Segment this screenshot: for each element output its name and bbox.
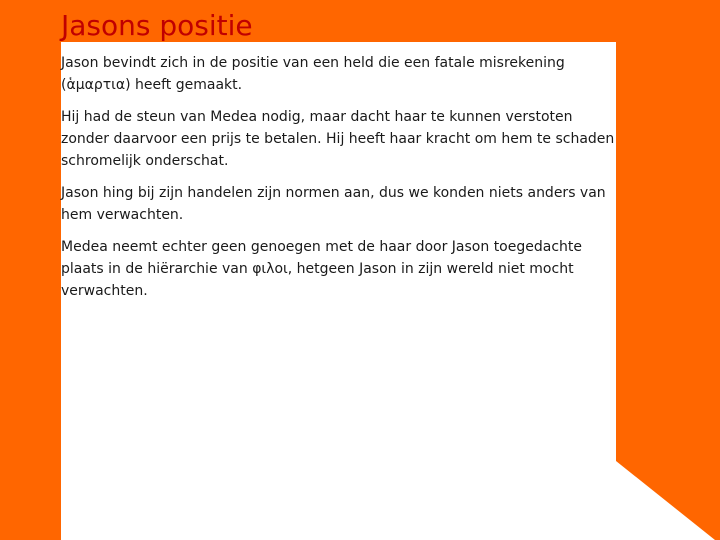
paragraph-1: Jason bevindt zich in de positie van een held die een fatale misrekening (ἁμαρτια) heeft gemaakt.	[61, 55, 565, 93]
slide-content	[61, 52, 616, 312]
page-title: Jasons positie	[61, 9, 253, 42]
paragraph-4: Medea neemt echter geen genoegen met de haar door Jason toegedachte plaats in de hiërarchie van φιλοι, hetgeen Jason in zijn wereld niet mocht verwachten.	[61, 239, 583, 299]
paragraph-3: Jason hing bij zijn handelen zijn normen aan, dus we konden niets anders van hem verwachten.	[61, 185, 606, 223]
paragraph-2: Hij had de steun van Medea nodig, maar dacht haar te kunnen verstoten zonder daarvoor een prijs te betalen. Hij heeft haar kracht om hem te schaden schromelijk onderschat.	[61, 109, 615, 169]
